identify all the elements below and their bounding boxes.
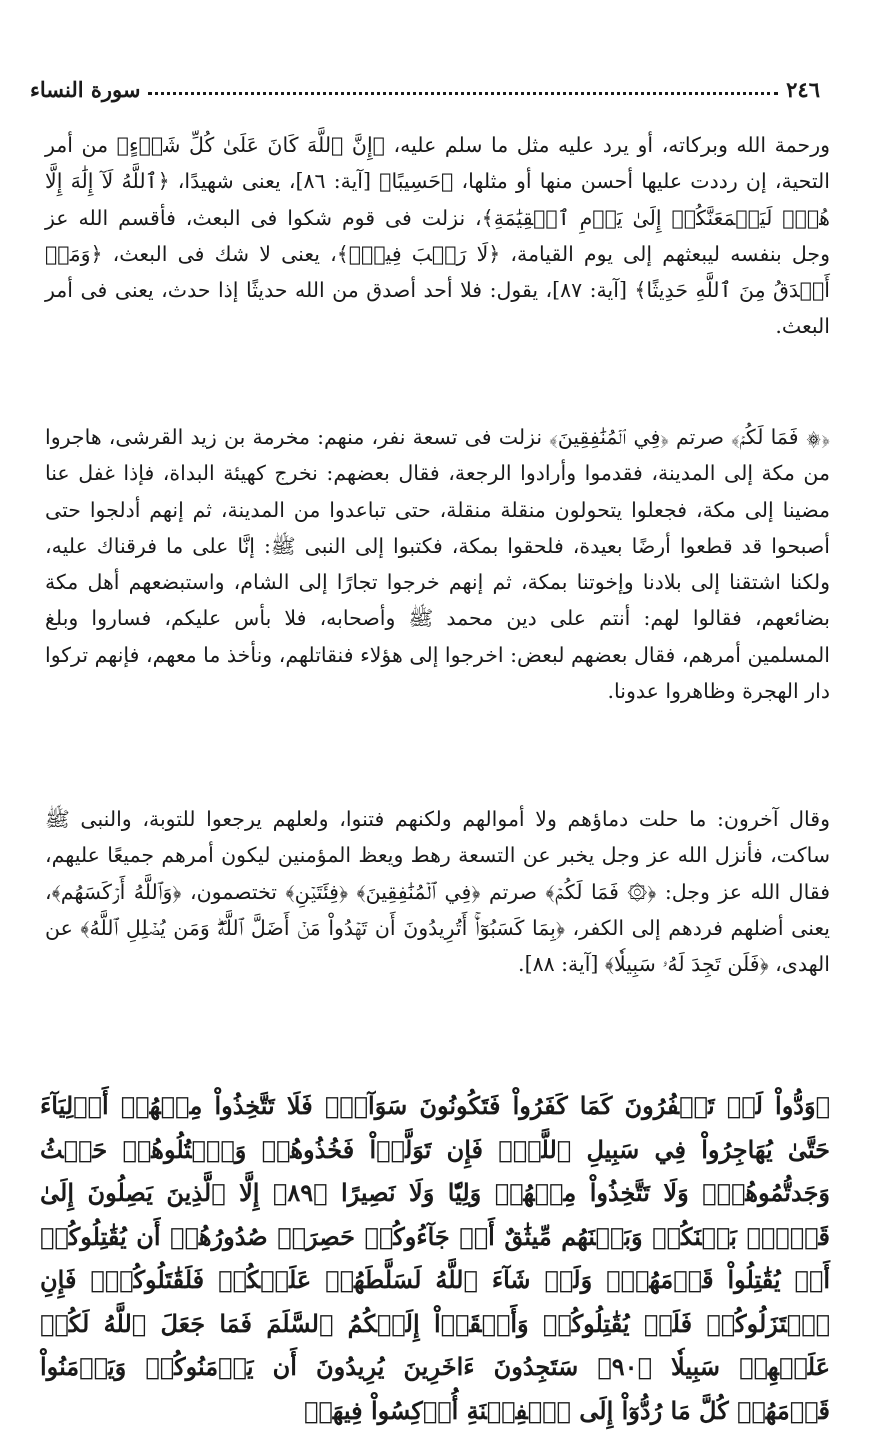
header-dotted-leader <box>148 92 778 95</box>
page-number: ٢٤٦ <box>786 76 820 102</box>
surah-title: سورة النساء <box>30 76 141 102</box>
commentary-paragraph-3: وقال آخرون: ما حلت دماؤهم ولا أموالهم ولكنهم فتنوا، ولعلهم يرجعوا للتوبة، والنبى ﷺ ساكت، فأنزل الله عز وجل يخبر عن التسعة رهط ويعظ المؤمنين ليكون أمرهم جميعًا عليهم، فقال الله عز وجل: ﴿۞ فَمَا لَكُمۡ﴾ صرتم ﴿فِي ٱلۡمُنَٰفِقِينَ﴾ ﴿فِئَتَيۡنِ﴾ تختصمون، ﴿وَٱللَّهُ أَرۡكَسَهُم﴾، يعنى أضلهم فردهم إلى الكفر، ﴿بِمَا كَسَبُوٓاْۚ أَتُرِيدُونَ أَن تَهۡدُواْ مَنۡ أَضَلَّ ٱللَّهُۖ وَمَن يُضۡلِلِ ٱللَّهُ﴾ عن الهدى، ﴿فَلَن تَجِدَ لَهُۥ سَبِيلٗا﴾ [آية: ٨٨]. <box>45 807 830 977</box>
commentary-paragraph-2: ﴿۞ فَمَا لَكُمۡ﴾ صرتم ﴿فِي ٱلۡمُنَٰفِقِينَ﴾ نزلت فى تسعة نفر، منهم: مخرمة بن زيد القرشى، هاجروا من مكة إلى المدينة، فقدموا وأرادوا الرجعة، فقال بعضهم: نخرج كهيئة البداة، فإذا غفل عنا مضينا إلى مكة، فجعلوا يتحولون منقلة منقلة، حتى تباعدوا من المدينة، ثم إنهم أدلجوا حتى أصبحوا قد قطعوا أرضًا بعيدة، فلحقوا بمكة، فكتبوا إلى النبى ﷺ: إنَّا على ما فرقناك عليه، ولكنا اشتقنا إلى بلادنا وإخوتنا بمكة، ثم إنهم خرجوا تجارًا إلى الشام، واستبضعهم أهل مكة بضائعهم، فقالوا لهم: أنتم على دين محمد ﷺ وأصحابه، فلا بأس عليكم، فساروا وبلغ المسلمين أمرهم، فقال بعضهم لبعض: اخرجوا إلى هؤلاء فنقاتلهم، ونأخذ ما معهم، فإنهم تركوا دار الهجرة وظاهروا عدونا. <box>45 425 830 704</box>
quran-verses-block: ﴿وَدُّواْ لَوۡ تَكۡفُرُونَ كَمَا كَفَرُواْ فَتَكُونُونَ سَوَآءٗۖ فَلَا تَتَّخِذُواْ مِنۡهُمۡ أَوۡلِيَآءَ حَتَّىٰ يُهَاجِرُواْ فِي سَبِيلِ ٱللَّهِۚ فَإِن تَوَلَّوۡاْ فَخُذُوهُمۡ وَٱقۡتُلُوهُمۡ حَيۡثُ وَجَدتُّمُوهُمۡۖ وَلَا تَتَّخِذُواْ مِنۡهُمۡ وَلِيّٗا وَلَا نَصِيرًا ﴿٨٩﴾ إِلَّا ٱلَّذِينَ يَصِلُونَ إِلَىٰ قَوۡمِۭ بَيۡنَكُمۡ وَبَيۡنَهُم مِّيثَٰقٌ أَوۡ جَآءُوكُمۡ حَصِرَتۡ صُدُورُهُمۡ أَن يُقَٰتِلُوكُمۡ أَوۡ يُقَٰتِلُواْ قَوۡمَهُمۡۚ وَلَوۡ شَآءَ ٱللَّهُ لَسَلَّطَهُمۡ عَلَيۡكُمۡ فَلَقَٰتَلُوكُمۡۚ فَإِنِ ٱعۡتَزَلُوكُمۡ فَلَمۡ يُقَٰتِلُوكُمۡ وَأَلۡقَوۡاْ إِلَيۡكُمُ ٱلسَّلَمَ فَمَا جَعَلَ ٱللَّهُ لَكُمۡ عَلَيۡهِمۡ سَبِيلٗا ﴿٩٠﴾ سَتَجِدُونَ ءَاخَرِينَ يُرِيدُونَ أَن يَأۡمَنُوكُمۡ وَيَأۡمَنُواْ قَوۡمَهُمۡ كُلَّ مَا رُدُّوٓاْ إِلَى ٱلۡفِتۡنَةِ أُرۡكِسُواْ فِيهَاۚ <box>40 1091 831 1425</box>
commentary-paragraph-1: ورحمة الله وبركاته، أو يرد عليه مثل ما سلم عليه، ﴿إِنَّ ٱللَّهَ كَانَ عَلَىٰ كُلِّ شَيۡءٍ﴾ من أمر التحية، إن رددت عليها أحسن منها أو مثلها، ﴿حَسِيبًا﴾ [آية: ٨٦]، يعنى شهيدًا، ﴿ٱللَّهُ لَآ إِلَٰهَ إِلَّا هُوَۚ لَيَجۡمَعَنَّكُمۡ إِلَىٰ يَوۡمِ ٱلۡقِيَٰمَةِ﴾، نزلت فى قوم شكوا فى البعث، فأقسم الله عز وجل بنفسه ليبعثهم إلى يوم القيامة، ﴿لَا رَيۡبَ فِيهِۗ﴾، يعنى لا شك فى البعث، ﴿وَمَنۡ أَصۡدَقُ مِنَ ٱللَّهِ حَدِيثًا﴾ [آية: ٨٧]، يقول: فلا أحد أصدق من الله حديثًا إذا حدث، يعنى فى أمر البعث. <box>45 133 830 339</box>
page-header <box>30 74 820 104</box>
